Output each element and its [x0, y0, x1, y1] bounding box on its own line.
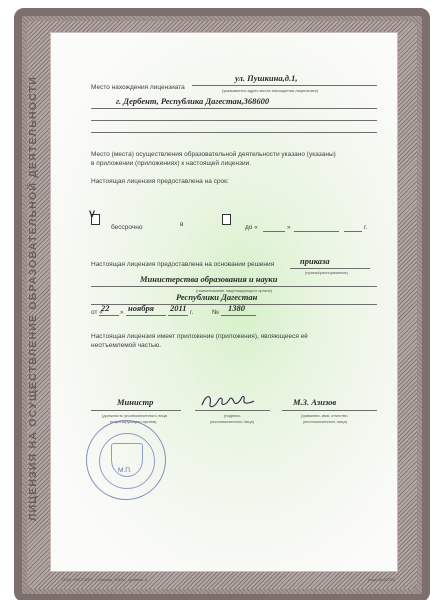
basis-doc-type: приказа	[300, 256, 330, 266]
term-checkbox-2	[222, 214, 231, 225]
sign-caption-1: (подпись	[224, 413, 241, 418]
name-caption-1: (фамилия, имя, отчество	[301, 413, 348, 418]
signatory-position: Министр	[117, 397, 154, 407]
location-value-2: г. Дербент, Республика Дагестан,368600	[116, 96, 270, 106]
signature-line	[195, 410, 270, 411]
basis-number: 1380	[228, 303, 245, 313]
location-caption: (указывается адрес места нахождения лицензиата)	[222, 88, 319, 93]
term-option-unlimited: бессрочно	[111, 224, 143, 231]
term-year-line	[344, 231, 362, 232]
basis-month-line	[126, 315, 166, 316]
location-line-1	[192, 85, 377, 86]
mp-label: М.П.	[118, 467, 132, 474]
basis-org-2: Республики Дагестан	[176, 292, 258, 302]
basis-day: 22	[101, 303, 110, 313]
basis-month: ноября	[128, 303, 154, 313]
attachment-text-1: Настоящая лицензия имеет приложение (приложения), являющееся её	[91, 333, 308, 340]
basis-org-1: Министерства образования и науки	[140, 274, 278, 284]
basis-number-line	[221, 315, 256, 316]
printer-info: ООО «НЕТСЕР», г. Москва, 2012 г., уровень А	[62, 577, 148, 582]
position-caption-1: (должность уполномоченного лица	[102, 413, 167, 418]
handwritten-signature	[198, 390, 258, 412]
basis-from-label: от «	[91, 309, 103, 316]
term-quote-close: »	[287, 224, 291, 231]
basis-year: 2011	[170, 303, 187, 313]
places-text-2: в приложении (приложениях) к настоящей лицензии.	[91, 160, 252, 167]
name-caption-2: уполномоченного лица)	[303, 419, 348, 424]
term-until-label: до «	[245, 224, 258, 231]
basis-org-line-1	[91, 286, 377, 287]
signatory-name: М.З. Азизов	[293, 397, 337, 407]
location-value-1: ул. Пушкина,д.1,	[235, 73, 298, 83]
term-day-line	[263, 231, 285, 232]
term-check-mark: V	[89, 209, 96, 219]
location-line-2	[91, 108, 377, 109]
official-seal	[86, 420, 166, 500]
term-month-line	[294, 231, 339, 232]
basis-label: Настоящая лицензия предоставлена на основании решения	[91, 261, 275, 268]
basis-year-suffix: г.	[190, 309, 194, 316]
term-year-suffix: г.	[364, 224, 368, 231]
basis-doc-caption: (приказ/распоряжение)	[305, 270, 349, 275]
sign-caption-2: уполномоченного лица)	[210, 419, 255, 424]
name-line	[282, 410, 377, 411]
basis-org-caption: (наименование лицензирующего органа)	[196, 288, 272, 293]
places-text-1: Место (места) осуществления образовательной деятельности указано (указаны)	[91, 151, 336, 158]
location-line-3	[91, 120, 377, 121]
basis-year-line	[168, 315, 188, 316]
basis-doc-line	[290, 268, 370, 269]
attachment-text-2: неотъемлемой частью.	[91, 342, 162, 349]
vertical-title: ЛИЦЕНЗИЯ НА ОСУЩЕСТВЛЕНИЕ ОБРАЗОВАТЕЛЬНОЙ ДЕЯТЕЛЬНОСТИ	[27, 76, 39, 522]
basis-day-line	[99, 315, 119, 316]
location-label: Место нахождения лицензиата	[91, 84, 185, 91]
basis-number-label: №	[212, 309, 219, 316]
serial-number: лицо № 62790	[368, 577, 395, 582]
term-label: Настоящая лицензия предоставлена на срок:	[91, 178, 229, 185]
term-marker-b: в	[180, 221, 184, 228]
side-title-strip	[18, 30, 48, 568]
position-line	[91, 410, 181, 411]
location-line-4	[91, 132, 377, 133]
position-caption-2: лицензирующего органа)	[110, 419, 157, 424]
basis-quote-close: »	[120, 309, 124, 316]
